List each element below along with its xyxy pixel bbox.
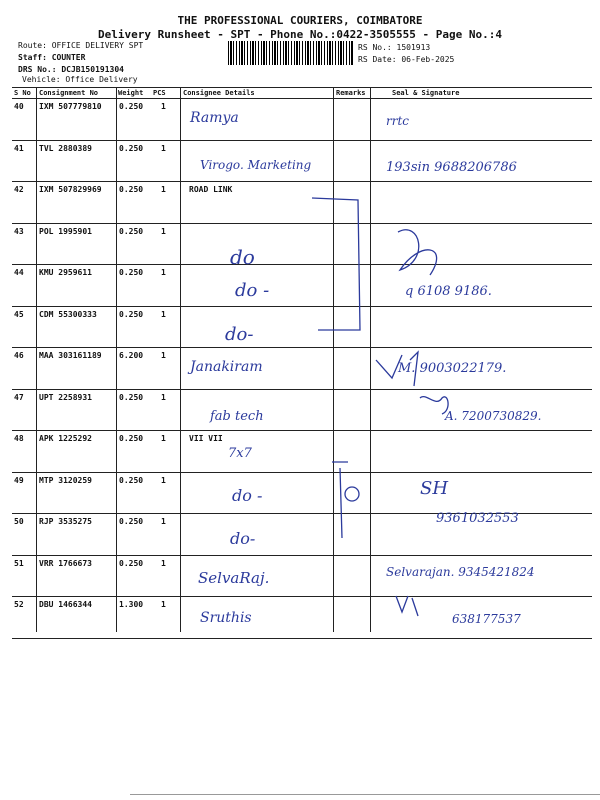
row-sno: 49 bbox=[14, 475, 24, 485]
row-consignment-no: TVL 2880389 bbox=[39, 143, 92, 153]
drs-label: DRS No.: DCJB150191304 bbox=[18, 65, 124, 74]
row-sno: 45 bbox=[14, 309, 24, 319]
handwritten-consignee: fab tech bbox=[210, 408, 264, 424]
handwritten-signature: A. 7200730829. bbox=[445, 408, 542, 423]
row-sno: 42 bbox=[14, 185, 24, 194]
row-pcs: 1 bbox=[161, 102, 166, 111]
row-consignment-no: RJP 3535275 bbox=[39, 517, 92, 526]
row-weight: 0.250 bbox=[119, 434, 144, 443]
handwritten-consignee: Virogo. Marketing bbox=[200, 157, 312, 172]
row-weight: 0.250 bbox=[119, 517, 144, 526]
col-header-weight: Weight bbox=[118, 89, 144, 97]
row-consignment-no: IXM 507779810 bbox=[39, 102, 102, 111]
row-weight: 1.300 bbox=[119, 600, 144, 609]
handwritten-consignee: do - bbox=[235, 280, 270, 301]
handwritten-consignee: 7x7 bbox=[228, 446, 252, 461]
handwritten-signature: q 6108 9186. bbox=[405, 284, 492, 299]
col-header-pcs: PCS bbox=[153, 89, 166, 97]
row-weight: 6.200 bbox=[119, 351, 144, 360]
row-weight: 0.250 bbox=[119, 185, 144, 194]
row-consignment-no: UPT 2258931 bbox=[39, 392, 92, 402]
row-weight: 0.250 bbox=[119, 392, 144, 402]
row-pcs: 1 bbox=[161, 351, 166, 360]
row-consignee: VII VII bbox=[189, 434, 223, 443]
handwritten-signature: 193sin 9688206786 bbox=[386, 159, 517, 175]
company-title: THE PROFESSIONAL COURIERS, COIMBATORE bbox=[177, 14, 423, 27]
row-consignment-no: CDM 55300333 bbox=[39, 309, 97, 319]
handwritten-signature: Selvarajan. 9345421824 bbox=[386, 564, 535, 579]
handwritten-signature: SH bbox=[420, 477, 449, 499]
row-consignment-no: MTP 3120259 bbox=[39, 475, 92, 485]
col-header-remarks: Remarks bbox=[336, 89, 366, 97]
row-sno: 50 bbox=[14, 517, 24, 526]
col-header-signature: Seal & Signature bbox=[392, 89, 460, 97]
row-pcs: 1 bbox=[161, 392, 166, 402]
row-consignment-no: IXM 507829969 bbox=[39, 185, 102, 194]
row-weight: 0.250 bbox=[119, 558, 144, 568]
row-pcs: 1 bbox=[161, 226, 166, 236]
row-pcs: 1 bbox=[161, 143, 166, 153]
handwritten-consignee: do bbox=[230, 244, 255, 269]
row-sno: 52 bbox=[14, 600, 24, 609]
handwritten-consignee: Ramya bbox=[190, 110, 239, 126]
row-pcs: 1 bbox=[161, 517, 166, 526]
row-consignment-no: DBU 1466344 bbox=[39, 600, 92, 609]
row-pcs: 1 bbox=[161, 309, 166, 319]
row-consignee: ROAD LINK bbox=[189, 185, 233, 194]
row-sno: 43 bbox=[14, 226, 24, 236]
row-consignment-no: POL 1995901 bbox=[39, 226, 92, 236]
row-sno: 48 bbox=[14, 434, 24, 443]
row-weight: 0.250 bbox=[119, 268, 144, 277]
row-pcs: 1 bbox=[161, 185, 166, 194]
handwritten-consignee: do - bbox=[232, 485, 263, 505]
row-pcs: 1 bbox=[161, 600, 166, 609]
row-consignment-no: KMU 2959611 bbox=[39, 268, 92, 277]
row-weight: 0.250 bbox=[119, 475, 144, 485]
row-sno: 44 bbox=[14, 268, 24, 277]
handwritten-consignee: do- bbox=[230, 529, 256, 548]
row-pcs: 1 bbox=[161, 475, 166, 485]
row-weight: 0.250 bbox=[119, 102, 144, 111]
row-weight: 0.250 bbox=[119, 309, 144, 319]
handwritten-signature: 638177537 bbox=[452, 612, 521, 626]
row-weight: 0.250 bbox=[119, 226, 144, 236]
handwritten-consignee: Sruthis bbox=[200, 610, 252, 626]
row-sno: 46 bbox=[14, 351, 24, 360]
row-pcs: 1 bbox=[161, 558, 166, 568]
staff-label: Staff: COUNTER bbox=[18, 53, 86, 62]
runsheet-subtitle: Delivery Runsheet - SPT - Phone No.:0422-3505555 - Page No.:4 bbox=[98, 28, 502, 41]
row-sno: 47 bbox=[14, 392, 24, 402]
row-sno: 40 bbox=[14, 102, 24, 111]
row-weight: 0.250 bbox=[119, 143, 144, 153]
rs-date: RS Date: 06-Feb-2025 bbox=[358, 55, 455, 64]
row-pcs: 1 bbox=[161, 434, 166, 443]
vehicle-label: Vehicle: Office Delivery bbox=[22, 75, 138, 84]
handwritten-consignee: do- bbox=[225, 323, 254, 345]
handwritten-consignee: SelvaRaj. bbox=[198, 568, 270, 587]
row-sno: 41 bbox=[14, 143, 24, 153]
footer-rule bbox=[130, 794, 600, 795]
row-sno: 51 bbox=[14, 558, 24, 568]
handwritten-signature: 9361032553 bbox=[436, 511, 519, 526]
route-label: Route: OFFICE DELIVERY SPT bbox=[18, 41, 144, 50]
handwritten-consignee: Janakiram bbox=[190, 359, 263, 375]
row-pcs: 1 bbox=[161, 268, 166, 277]
rs-number: RS No.: 1501913 bbox=[358, 43, 431, 52]
col-header-sno: S No bbox=[14, 89, 31, 97]
row-consignment-no: VRR 1766673 bbox=[39, 558, 92, 568]
col-header-consignment: Consignment No bbox=[39, 89, 99, 97]
row-consignment-no: MAA 303161189 bbox=[39, 351, 102, 360]
handwritten-signature: M. 9003022179. bbox=[398, 361, 507, 376]
handwritten-signature: rrtc bbox=[386, 114, 410, 128]
col-header-consignee: Consignee Details bbox=[183, 89, 255, 97]
row-consignment-no: APK 1225292 bbox=[39, 434, 92, 443]
